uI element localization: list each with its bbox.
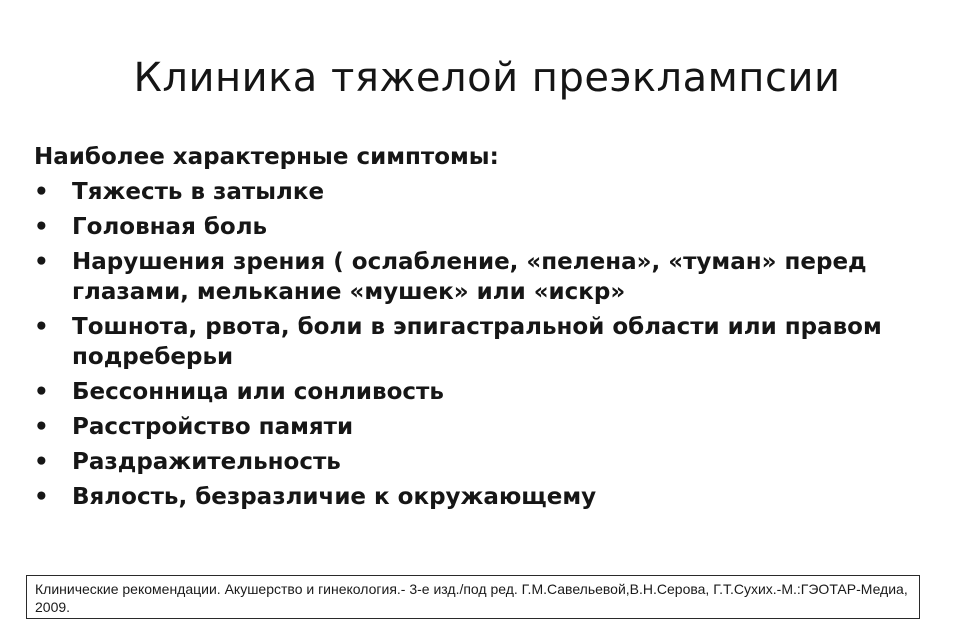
list-item bbox=[34, 447, 944, 477]
list-item bbox=[34, 212, 944, 242]
bullet-icon: • bbox=[34, 314, 49, 340]
bullet-icon: • bbox=[34, 414, 49, 440]
slide-content bbox=[34, 142, 944, 517]
list-item-text: Расстройство памяти bbox=[72, 414, 354, 440]
slide-title: Клиника тяжелой преэклампсии bbox=[133, 55, 841, 101]
symptoms-heading: Наиболее характерные симптомы: bbox=[34, 144, 499, 170]
list-item bbox=[34, 177, 944, 207]
reference-footnote: Клинические рекомендации. Акушерство и гинекология.- 3-е изд./под ред. Г.М.Савельевой,В.Н.Серова, Г.Т.Сухих.-М.:ГЭОТАР-Медиа, 2009. bbox=[26, 575, 920, 619]
list-item bbox=[34, 482, 944, 512]
list-item-text: Бессонница или сонливость bbox=[72, 379, 444, 405]
list-item-text: Тяжесть в затылке bbox=[72, 179, 325, 205]
bullet-icon: • bbox=[34, 179, 49, 205]
list-item bbox=[34, 312, 944, 372]
bullet-icon: • bbox=[34, 449, 49, 475]
symptom-list bbox=[34, 177, 944, 512]
bullet-icon: • bbox=[34, 484, 49, 510]
list-item bbox=[34, 247, 944, 307]
list-item-text: Тошнота, рвота, боли в эпигастральной области или правом подреберьи bbox=[72, 314, 882, 370]
list-item bbox=[34, 412, 944, 442]
bullet-icon: • bbox=[34, 249, 49, 275]
list-item-text: Головная боль bbox=[72, 214, 268, 240]
bullet-icon: • bbox=[34, 379, 49, 405]
bullet-icon: • bbox=[34, 214, 49, 240]
list-item-text: Раздражительность bbox=[72, 449, 341, 475]
list-item-text: Нарушения зрения ( ослабление, «пелена», «туман» перед глазами, мелькание «мушек» или «искр» bbox=[72, 249, 867, 305]
list-item-text: Вялость, безразличие к окружающему bbox=[72, 484, 597, 510]
list-item bbox=[34, 377, 944, 407]
